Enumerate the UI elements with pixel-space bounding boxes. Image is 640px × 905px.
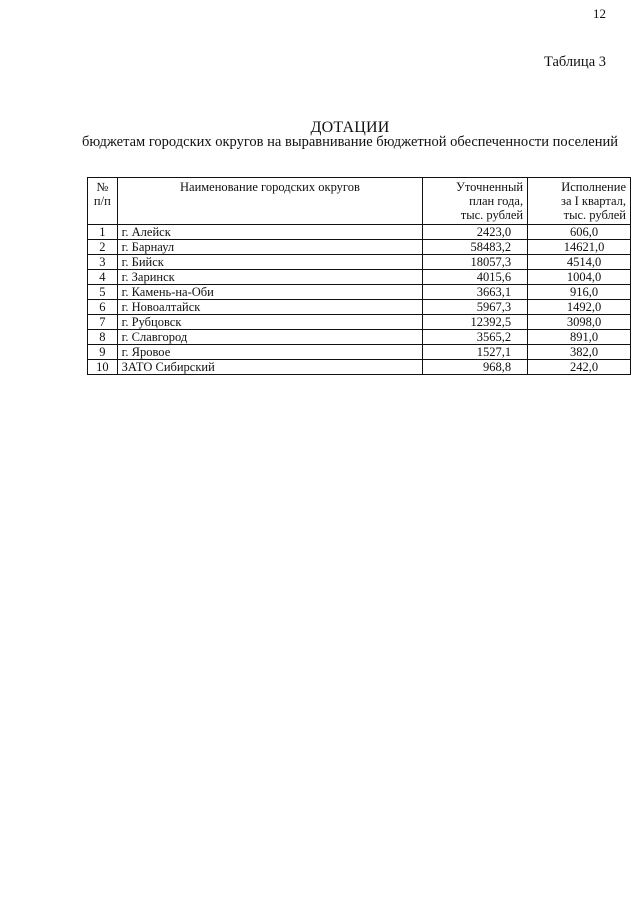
table-row xyxy=(88,300,631,315)
header-name: Наименование городских округов xyxy=(117,178,423,225)
row-name: г. Яровое xyxy=(117,345,423,360)
row-exec: 916,0 xyxy=(528,285,631,300)
row-name: ЗАТО Сибирский xyxy=(117,360,423,375)
table-row xyxy=(88,285,631,300)
table-row xyxy=(88,345,631,360)
page-number: 12 xyxy=(593,6,606,21)
table-label: Таблица 3 xyxy=(543,54,606,70)
row-plan: 5967,3 xyxy=(423,300,528,315)
row-num: 5 xyxy=(88,285,118,300)
table-row xyxy=(88,360,631,375)
row-num: 10 xyxy=(88,360,118,375)
row-exec: 606,0 xyxy=(528,225,631,240)
row-name: г. Славгород xyxy=(117,330,423,345)
header-num xyxy=(88,178,118,225)
header-plan-line-3: тыс. рублей xyxy=(460,208,524,222)
table-row xyxy=(88,315,631,330)
row-plan: 12392,5 xyxy=(423,315,528,330)
row-name: г. Алейск xyxy=(117,225,423,240)
row-exec: 3098,0 xyxy=(528,315,631,330)
row-exec: 242,0 xyxy=(528,360,631,375)
row-num: 8 xyxy=(88,330,118,345)
row-exec: 1492,0 xyxy=(528,300,631,315)
row-name: г. Заринск xyxy=(117,270,423,285)
row-plan: 4015,6 xyxy=(423,270,528,285)
table-row xyxy=(88,240,631,255)
table-body xyxy=(88,225,631,375)
row-plan: 3663,1 xyxy=(423,285,528,300)
table-header-row xyxy=(88,178,631,225)
header-num-line-1: № xyxy=(96,180,109,194)
table-row xyxy=(88,330,631,345)
header-plan xyxy=(423,178,528,225)
table-header xyxy=(88,178,631,225)
row-num: 4 xyxy=(88,270,118,285)
header-exec-line-3: тыс. рублей xyxy=(563,208,626,222)
header-plan-line-2: план года, xyxy=(469,194,524,208)
subsidies-table xyxy=(87,177,631,375)
row-num: 7 xyxy=(88,315,118,330)
row-plan: 1527,1 xyxy=(423,345,528,360)
row-plan: 58483,2 xyxy=(423,240,528,255)
header-exec-line-1: Исполнение xyxy=(561,180,626,194)
row-exec: 4514,0 xyxy=(528,255,631,270)
row-name: г. Бийск xyxy=(117,255,423,270)
row-num: 6 xyxy=(88,300,118,315)
header-num-line-2: п/п xyxy=(93,194,111,208)
table-row xyxy=(88,225,631,240)
header-exec-line-2: за I квартал, xyxy=(561,194,626,208)
row-name: г. Камень-на-Оби xyxy=(117,285,423,300)
row-plan: 18057,3 xyxy=(423,255,528,270)
heading-title: ДОТАЦИИ xyxy=(310,119,390,136)
row-name: г. Новоалтайск xyxy=(117,300,423,315)
row-plan: 968,8 xyxy=(423,360,528,375)
row-num: 3 xyxy=(88,255,118,270)
row-num: 9 xyxy=(88,345,118,360)
row-num: 1 xyxy=(88,225,118,240)
row-name: г. Барнаул xyxy=(117,240,423,255)
row-exec: 382,0 xyxy=(528,345,631,360)
heading-subtitle: бюджетам городских округов на выравнивание бюджетной обеспеченности поселений xyxy=(81,134,619,150)
row-plan: 3565,2 xyxy=(423,330,528,345)
row-plan: 2423,0 xyxy=(423,225,528,240)
row-exec: 1004,0 xyxy=(528,270,631,285)
document-heading xyxy=(40,120,640,149)
row-num: 2 xyxy=(88,240,118,255)
row-name: г. Рубцовск xyxy=(117,315,423,330)
table-row xyxy=(88,270,631,285)
header-plan-line-1: Уточненный xyxy=(456,180,524,194)
table-row xyxy=(88,255,631,270)
row-exec: 14621,0 xyxy=(528,240,631,255)
header-exec xyxy=(528,178,631,225)
row-exec: 891,0 xyxy=(528,330,631,345)
